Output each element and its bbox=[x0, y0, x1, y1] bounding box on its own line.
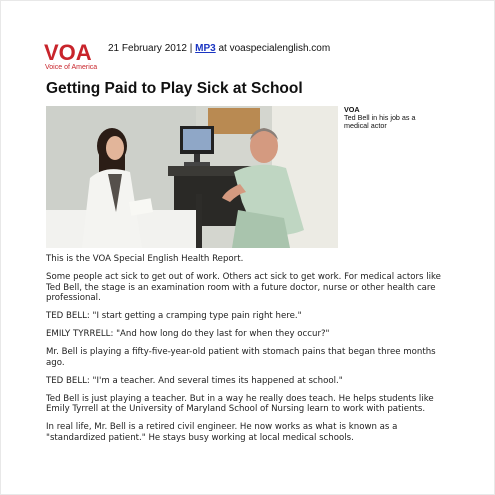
article-paragraph: TED BELL: "I'm a teacher. And several times its happened at school." bbox=[46, 375, 343, 386]
voa-logo-tagline: Voice of America bbox=[45, 64, 98, 71]
voa-logo-mark bbox=[44, 40, 104, 64]
article-photo bbox=[46, 106, 338, 248]
dateline bbox=[108, 43, 330, 54]
dateline-separator: | bbox=[189, 43, 193, 54]
exam-room-illustration bbox=[46, 106, 338, 248]
article-paragraph: EMILY TYRRELL: "And how long do they last for when they occur?" bbox=[46, 329, 330, 340]
article-paragraph: Some people act sick to get out of work. Others act sick to get work. For medical actors like Ted Bell, the stage is an examination room with a future doctor, nurse or other health care professional. bbox=[46, 271, 441, 304]
article-body bbox=[46, 254, 446, 451]
voa-logo[interactable] bbox=[44, 40, 114, 78]
photo-credit: VOA bbox=[344, 105, 360, 114]
photo-caption-text: Ted Bell in his job as a medical actor bbox=[344, 113, 416, 131]
source-text: at voaspecialenglish.com bbox=[218, 43, 331, 54]
photo-caption bbox=[344, 106, 424, 131]
article-paragraph: In real life, Mr. Bell is a retired civil engineer. He now works as what is known as a "standardized patient." He stays busy working at local medical schools. bbox=[46, 422, 398, 443]
article-paragraph: Mr. Bell is playing a fifty-five-year-old patient with stomach pains that began three months ago. bbox=[46, 347, 436, 368]
publish-date: 21 February 2012 bbox=[108, 43, 187, 54]
article-paragraph: Ted Bell is just playing a teacher. But in a way he really does teach. He helps students like Emily Tyrrell at the University of Maryland School of Nursing learn to work with patients. bbox=[46, 393, 434, 415]
article-paragraph: This is the VOA Special English Health Report. bbox=[46, 254, 244, 264]
mp3-link[interactable]: MP3 bbox=[195, 43, 216, 54]
article-header bbox=[44, 40, 464, 80]
article-title: Getting Paid to Play Sick at School bbox=[46, 80, 303, 97]
voa-logo-letters: VOA bbox=[44, 40, 92, 64]
article-paragraph: TED BELL: "I start getting a cramping type pain right here." bbox=[46, 311, 302, 322]
